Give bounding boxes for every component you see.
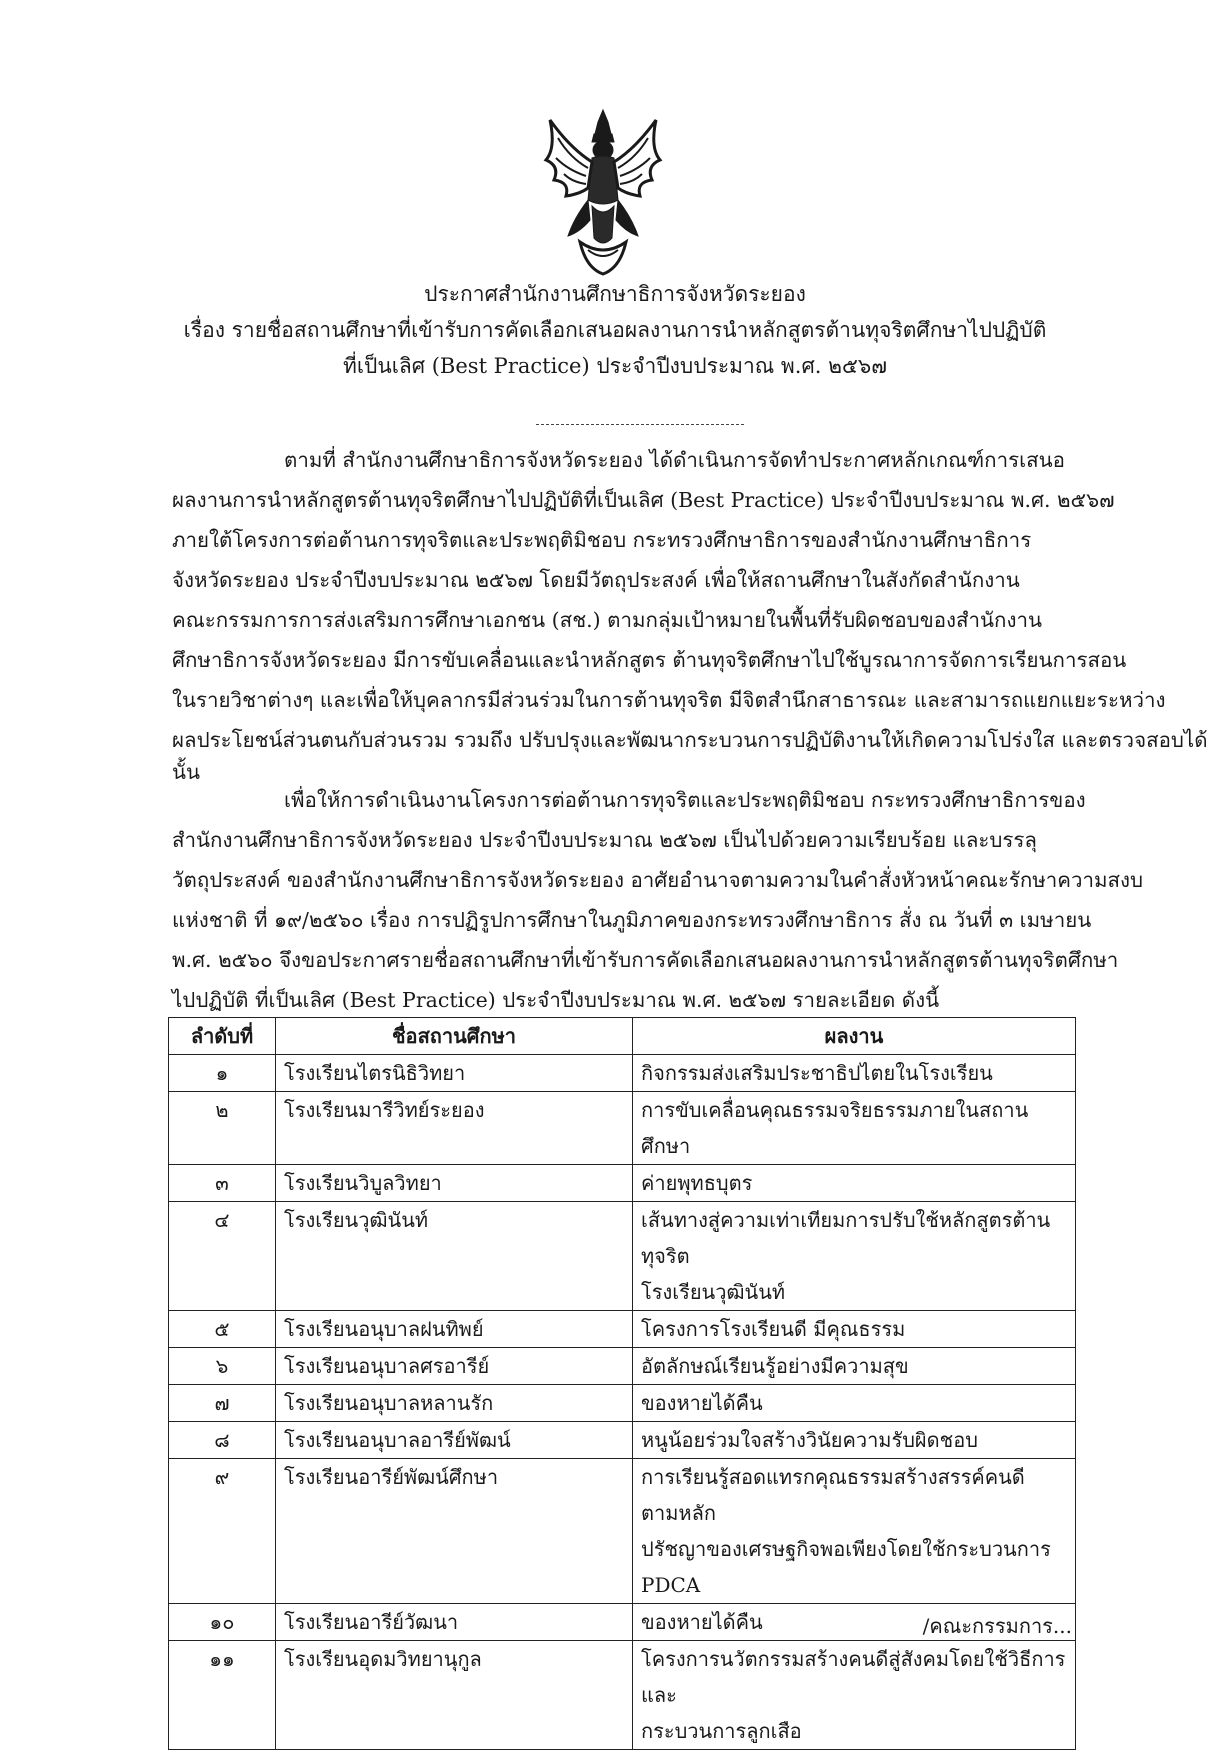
row-school-name: โรงเรียนไตรนิธิวิทยา bbox=[276, 1055, 633, 1092]
table-row bbox=[169, 1459, 1076, 1604]
row-school-name: โรงเรียนวิบูลวิทยา bbox=[276, 1165, 633, 1202]
row-order: ๒ bbox=[169, 1092, 276, 1165]
row-work-line: กิจกรรมส่งเสริมประชาธิปไตยในโรงเรียน bbox=[641, 1061, 993, 1085]
row-work-line: โรงเรียนวุฒินันท์ bbox=[641, 1280, 786, 1304]
row-work-line: เส้นทางสู่ความเท่าเทียมการปรับใช้หลักสูตรต้านทุจริต bbox=[641, 1208, 1051, 1268]
row-work-line: อัตลักษณ์เรียนรู้อย่างมีความสุข bbox=[641, 1354, 909, 1378]
row-order: ๖ bbox=[169, 1348, 276, 1385]
header-work: ผลงาน bbox=[633, 1018, 1076, 1055]
row-work bbox=[633, 1348, 1076, 1385]
paragraph-2 bbox=[172, 780, 1144, 1020]
row-work bbox=[633, 1055, 1076, 1092]
heading-line-2: เรื่อง รายชื่อสถานศึกษาที่เข้ารับการคัดเลือกเสนอผลงานการนำหลักสูตรต้านทุจริตศึกษาไปปฏิบัติ bbox=[183, 318, 1047, 342]
row-work bbox=[633, 1641, 1076, 1750]
row-order: ๗ bbox=[169, 1385, 276, 1422]
row-work-line: หนูน้อยร่วมใจสร้างวินัยความรับผิดชอบ bbox=[641, 1428, 978, 1452]
continue-marker: /คณะกรรมการ... bbox=[922, 1614, 1072, 1638]
heading-divider bbox=[536, 424, 744, 425]
row-work-line: การขับเคลื่อนคุณธรรมจริยธรรมภายในสถานศึกษา bbox=[641, 1098, 1029, 1158]
row-school-name: โรงเรียนอารีย์พัฒน์ศึกษา bbox=[276, 1459, 633, 1604]
paragraph-1-line: จังหวัดระยอง ประจำปีงบประมาณ ๒๕๖๗ โดยมีวัตถุประสงค์ เพื่อให้สถานศึกษาในสังกัดสำนักงาน bbox=[172, 568, 1020, 592]
table-row bbox=[169, 1385, 1076, 1422]
row-order: ๕ bbox=[169, 1311, 276, 1348]
paragraph-1 bbox=[172, 440, 1208, 784]
paragraph-2-line: วัตถุประสงค์ ของสำนักงานศึกษาธิการจังหวัดระยอง อาศัยอำนาจตามความในคำสั่งหัวหน้าคณะรักษาความสงบ bbox=[172, 868, 1144, 892]
row-school-name: โรงเรียนอุดมวิทยานุกูล bbox=[276, 1641, 633, 1750]
row-order: ๑๐ bbox=[169, 1604, 276, 1641]
row-work-line: การเรียนรู้สอดแทรกคุณธรรมสร้างสรรค์คนดี ตามหลัก bbox=[641, 1465, 1025, 1525]
table-body bbox=[169, 1055, 1076, 1750]
paragraph-1-line: คณะกรรมการการส่งเสริมการศึกษาเอกชน (สช.) ตามกลุ่มเป้าหมายในพื้นที่รับผิดชอบของสำนักงาน bbox=[172, 608, 1043, 632]
paragraph-2-line: แห่งชาติ ที่ ๑๙/๒๕๖๐ เรื่อง การปฏิรูปการศึกษาในภูมิภาคของกระทรวงศึกษาธิการ สั่ง ณ วันที่ ๓ เมษายน bbox=[172, 908, 1092, 932]
row-order: ๘ bbox=[169, 1422, 276, 1459]
row-school-name: โรงเรียนอนุบาลศรอารีย์ bbox=[276, 1348, 633, 1385]
row-school-name: โรงเรียนอนุบาลหลานรัก bbox=[276, 1385, 633, 1422]
heading-line-1: ประกาศสำนักงานศึกษาธิการจังหวัดระยอง bbox=[424, 282, 806, 306]
row-work bbox=[633, 1165, 1076, 1202]
row-work-line: ของหายได้คืน bbox=[641, 1610, 763, 1634]
row-work bbox=[633, 1385, 1076, 1422]
paragraph-2-line: พ.ศ. ๒๕๖๐ จึงขอประกาศรายชื่อสถานศึกษาที่เข้ารับการคัดเลือกเสนอผลงานการนำหลักสูตรต้านทุจริตศึกษา bbox=[172, 948, 1119, 972]
row-order: ๙ bbox=[169, 1459, 276, 1604]
paragraph-1-line: ผลงานการนำหลักสูตรต้านทุจริตศึกษาไปปฏิบัติที่เป็นเลิศ (Best Practice) ประจำปีงบประมาณ พ.ศ. ๒๕๖๗ bbox=[172, 488, 1115, 512]
row-work bbox=[633, 1092, 1076, 1165]
table-row bbox=[169, 1641, 1076, 1750]
paragraph-1-line: ในรายวิชาต่างๆ และเพื่อให้บุคลากรมีส่วนร่วมในการต้านทุจริต มีจิตสำนึกสาธารณะ และสามารถแยกแยะระหว่าง bbox=[172, 688, 1166, 712]
paragraph-1-line: ผลประโยชน์ส่วนตนกับส่วนรวม รวมถึง ปรับปรุงและพัฒนากระบวนการปฏิบัติงานให้เกิดความโปร่งใส และตรวจสอบได้ bbox=[172, 728, 1208, 752]
table-row bbox=[169, 1165, 1076, 1202]
row-school-name: โรงเรียนอารีย์วัฒนา bbox=[276, 1604, 633, 1641]
paragraph-2-line: เพื่อให้การดำเนินงานโครงการต่อต้านการทุจริตและประพฤติมิชอบ กระทรวงศึกษาธิการของ bbox=[284, 788, 1086, 812]
paragraph-1-line: ศึกษาธิการจังหวัดระยอง มีการขับเคลื่อนและนำหลักสูตร ต้านทุจริตศึกษาไปใช้บูรณาการจัดการเรียนการสอน bbox=[172, 648, 1127, 672]
table-row bbox=[169, 1422, 1076, 1459]
table-row bbox=[169, 1311, 1076, 1348]
table-row bbox=[169, 1092, 1076, 1165]
paragraph-2-line: สำนักงานศึกษาธิการจังหวัดระยอง ประจำปีงบประมาณ ๒๕๖๗ เป็นไปด้วยความเรียบร้อย และบรรลุ bbox=[172, 828, 1037, 852]
paragraph-1-line: นั้น bbox=[172, 760, 201, 784]
row-work bbox=[633, 1311, 1076, 1348]
paragraph-1-line: ภายใต้โครงการต่อต้านการทุจริตและประพฤติมิชอบ กระทรวงศึกษาธิการของสำนักงานศึกษาธิการ bbox=[172, 528, 1032, 552]
row-school-name: โรงเรียนวุฒินันท์ bbox=[276, 1202, 633, 1311]
table-row bbox=[169, 1348, 1076, 1385]
paragraph-2-line: ไปปฏิบัติ ที่เป็นเลิศ (Best Practice) ประจำปีงบประมาณ พ.ศ. ๒๕๖๗ รายละเอียด ดังนี้ bbox=[172, 988, 940, 1012]
garuda-emblem-icon bbox=[540, 108, 666, 276]
header-school-name: ชื่อสถานศึกษา bbox=[276, 1018, 633, 1055]
table-row bbox=[169, 1202, 1076, 1311]
row-work bbox=[633, 1422, 1076, 1459]
row-order: ๔ bbox=[169, 1202, 276, 1311]
row-school-name: โรงเรียนอนุบาลฝนทิพย์ bbox=[276, 1311, 633, 1348]
row-work bbox=[633, 1459, 1076, 1604]
row-order: ๑ bbox=[169, 1055, 276, 1092]
row-school-name: โรงเรียนมารีวิทย์ระยอง bbox=[276, 1092, 633, 1165]
row-work-line: ของหายได้คืน bbox=[641, 1391, 763, 1415]
heading-line-3: ที่เป็นเลิศ (Best Practice) ประจำปีงบประมาณ พ.ศ. ๒๕๖๗ bbox=[342, 354, 887, 378]
row-school-name: โรงเรียนอนุบาลอารีย์พัฒน์ bbox=[276, 1422, 633, 1459]
row-work-line: ค่ายพุทธบุตร bbox=[641, 1171, 753, 1195]
row-work-line: โครงการนวัตกรรมสร้างคนดีสู่สังคมโดยใช้วิธีการและ bbox=[641, 1647, 1066, 1707]
row-work-line: ปรัชญาของเศรษฐกิจพอเพียงโดยใช้กระบวนการ PDCA bbox=[641, 1537, 1051, 1597]
paragraph-1-line: ตามที่ สำนักงานศึกษาธิการจังหวัดระยอง ได้ดำเนินการจัดทำประกาศหลักเกณฑ์การเสนอ bbox=[284, 448, 1065, 472]
announcement-heading bbox=[160, 276, 1070, 384]
row-work-line: กระบวนการลูกเสือ bbox=[641, 1719, 802, 1743]
table-header-row bbox=[169, 1018, 1076, 1055]
table-row bbox=[169, 1055, 1076, 1092]
row-order: ๑๑ bbox=[169, 1641, 276, 1750]
row-work bbox=[633, 1202, 1076, 1311]
row-work-line: โครงการโรงเรียนดี มีคุณธรรม bbox=[641, 1317, 906, 1341]
header-order: ลำดับที่ bbox=[169, 1018, 276, 1055]
row-order: ๓ bbox=[169, 1165, 276, 1202]
